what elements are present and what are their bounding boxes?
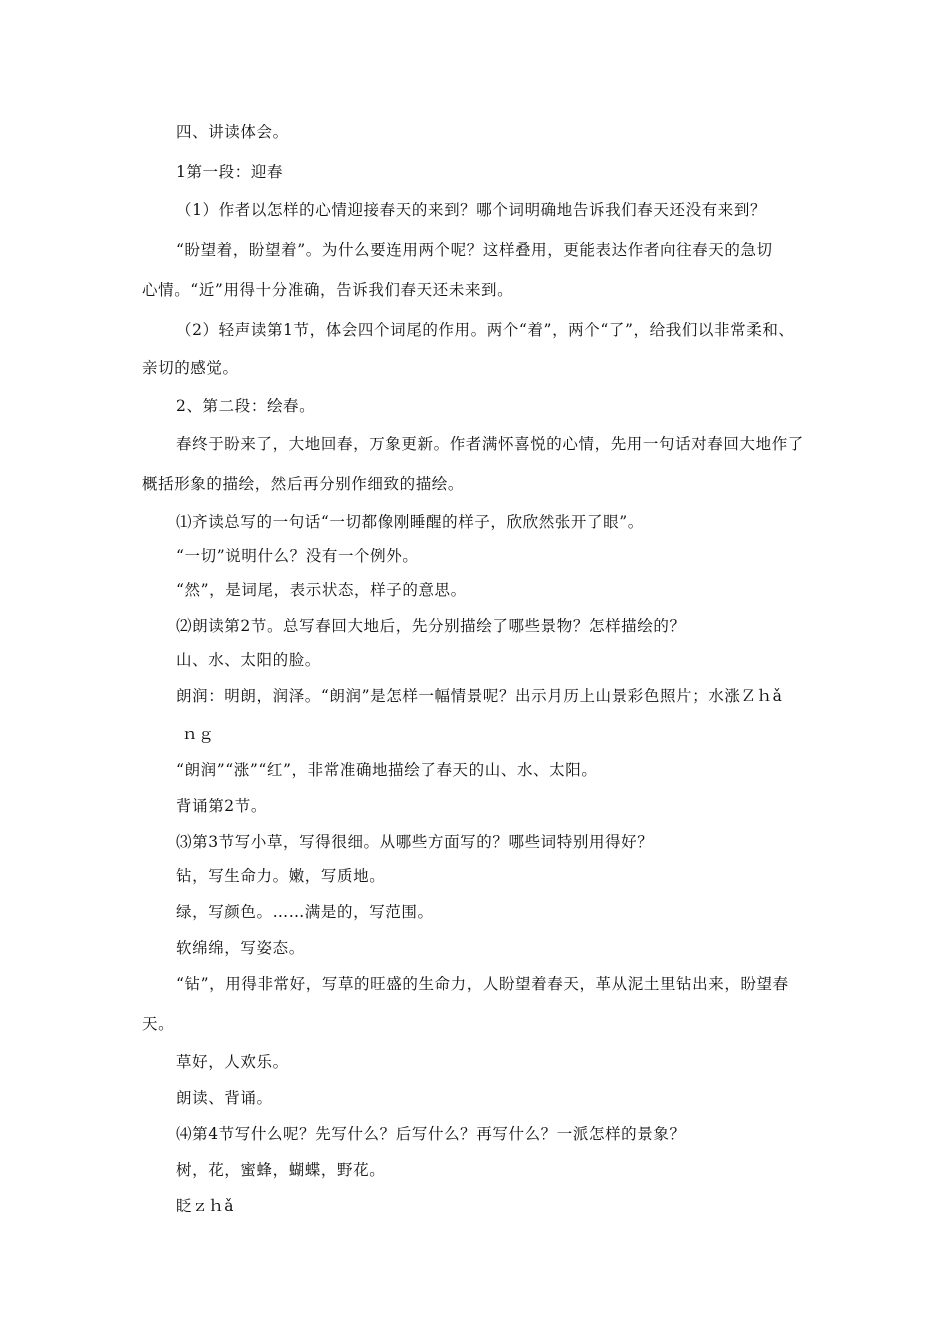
section-heading: 四、讲读体会。 bbox=[176, 123, 289, 141]
body-paragraph: 春终于盼来了，大地回春，万象更新。作者满怀喜悦的心情，先用一句话对春回大地作了 bbox=[176, 435, 804, 453]
answer-line: 山、水、太阳的脸。 bbox=[176, 651, 321, 669]
body-paragraph: “钻”，用得非常好，写草的旺盛的生命力，人盼望着春天，革从泥土里钻出来，盼望春 bbox=[176, 975, 789, 993]
subsection-heading: 2、第二段：绘春。 bbox=[176, 397, 316, 415]
subsection-heading: 1第一段：迎春 bbox=[176, 163, 284, 181]
answer-line: 朗读、背诵。 bbox=[176, 1089, 273, 1107]
answer-line: 草好，人欢乐。 bbox=[176, 1053, 289, 1071]
answer-line: 背诵第2节。 bbox=[176, 797, 267, 815]
body-paragraph: “盼望着，盼望着”。为什么要连用两个呢？这样叠用，更能表达作者向往春天的急切 bbox=[176, 241, 773, 259]
body-paragraph-continuation: 心情。“近”用得十分准确，告诉我们春天还未来到。 bbox=[142, 281, 514, 299]
answer-line: 软绵绵，写姿态。 bbox=[176, 939, 305, 957]
question-paragraph: ⑷第4节写什么呢？先写什么？后写什么？再写什么？一派怎样的景象？ bbox=[176, 1125, 686, 1143]
answer-line: “然”，是词尾，表示状态，样子的意思。 bbox=[176, 581, 467, 599]
body-paragraph-continuation: 亲切的感觉。 bbox=[142, 359, 239, 377]
answer-line: 眨ｚｈǎ bbox=[176, 1197, 235, 1215]
question-paragraph: （1）作者以怎样的心情迎接春天的来到？哪个词明确地告诉我们春天还没有来到？ bbox=[176, 201, 767, 219]
question-paragraph: ⑵朗读第2节。总写春回大地后，先分别描绘了哪些景物？怎样描绘的？ bbox=[176, 617, 686, 635]
answer-line: “朗润”“涨”“红”，非常准确地描绘了春天的山、水、太阳。 bbox=[176, 761, 598, 779]
question-paragraph: ⑶第3节写小草，写得很细。从哪些方面写的？哪些词特别用得好？ bbox=[176, 833, 654, 851]
body-paragraph-continuation: ｎｇ bbox=[182, 725, 215, 743]
answer-line: “一切”说明什么？没有一个例外。 bbox=[176, 547, 419, 565]
question-paragraph: ⑴齐读总写的一句话“一切都像刚睡醒的样子，欣欣然张开了眼”。 bbox=[176, 513, 644, 531]
body-paragraph-continuation: 概括形象的描绘，然后再分别作细致的描绘。 bbox=[142, 475, 465, 493]
body-paragraph-continuation: 天。 bbox=[142, 1015, 175, 1033]
body-paragraph: 朗润：明朗，润泽。“朗润”是怎样一幅情景呢？出示月历上山景彩色照片；水涨Ｚｈǎ bbox=[176, 687, 783, 705]
answer-line: 树，花，蜜蜂，蝴蝶，野花。 bbox=[176, 1161, 386, 1179]
answer-line: 绿，写颜色。……满是的，写范围。 bbox=[176, 903, 434, 921]
answer-line: 钻，写生命力。嫩，写质地。 bbox=[176, 867, 386, 885]
question-paragraph: （2）轻声读第1节，体会四个词尾的作用。两个“着”，两个“了”，给我们以非常柔和、 bbox=[176, 321, 795, 339]
